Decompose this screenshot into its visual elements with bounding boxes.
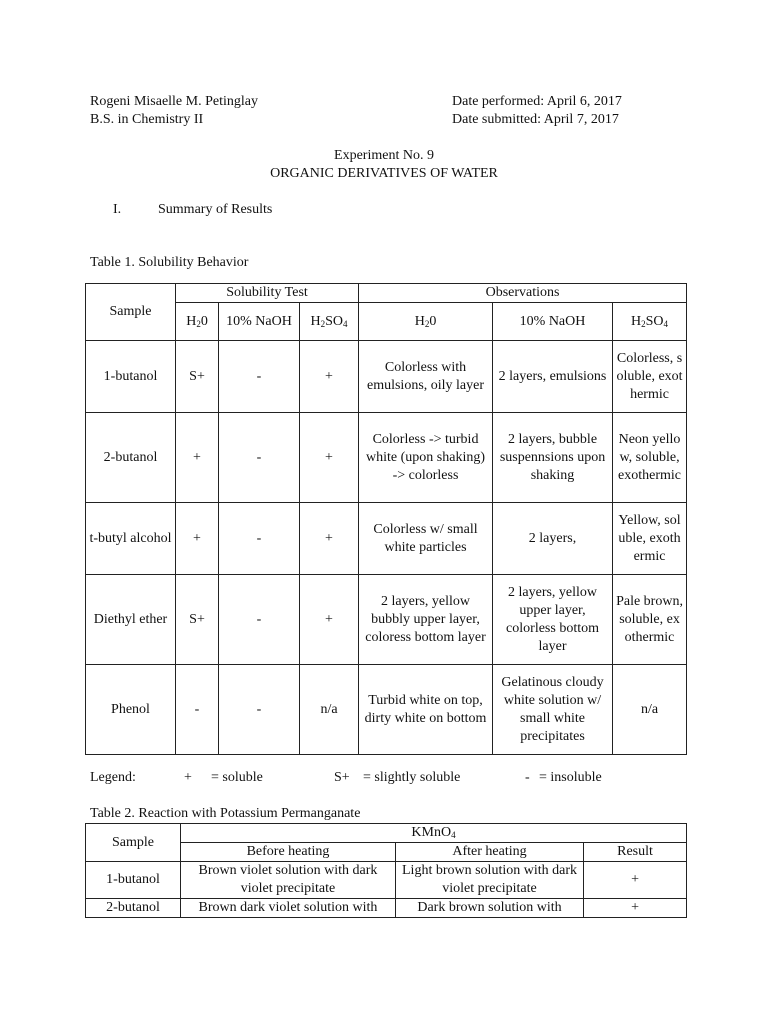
- table-row: [86, 341, 687, 413]
- author-name: Rogeni Misaelle M. Petinglay: [90, 94, 258, 109]
- table-row: [86, 899, 687, 918]
- obs-naoh-cell: 2 layers, bubble suspennsions upon shaking: [493, 413, 613, 503]
- h2so4-cell: n/a: [300, 665, 359, 755]
- sample-cell: t-butyl alcohol: [86, 503, 176, 575]
- obs-h2o-cell: Colorless -> turbid white (upon shaking) -> colorless: [359, 413, 493, 503]
- obs-naoh-cell: Gelatinous cloudy white solution w/ small white precipitates: [493, 665, 613, 755]
- legend-minus-text: = insoluble: [539, 770, 602, 785]
- obs-h2so4-cell: n/a: [613, 665, 687, 755]
- naoh-cell: -: [219, 341, 300, 413]
- h2so4-cell: +: [300, 413, 359, 503]
- table1-obs-col-h2o: $H_20$: [359, 303, 493, 341]
- section-numeral: I.: [113, 202, 122, 217]
- table2-sample-header: Sample: [86, 824, 181, 862]
- obs-h2o-cell: Colorless with emulsions, oily layer: [359, 341, 493, 413]
- table1-solubility-header: Solubility Test: [176, 284, 359, 303]
- table1-col-h2so4: $H_2SO_4$: [300, 303, 359, 341]
- legend-splus-symbol: S+: [334, 770, 350, 785]
- table2-col-result: Result: [584, 843, 687, 862]
- section-title: Summary of Results: [158, 202, 273, 217]
- obs-h2so4-cell: Neon yellow, soluble, exothermic: [613, 413, 687, 503]
- table2-col-after: After heating: [396, 843, 584, 862]
- table-row: [86, 575, 687, 665]
- table-row: [86, 665, 687, 755]
- table-row: [86, 413, 687, 503]
- h2o-cell: +: [176, 503, 219, 575]
- program-name: B.S. in Chemistry II: [90, 112, 204, 127]
- table1-col-naoh: 10% NaOH: [219, 303, 300, 341]
- table2-col-before: Before heating: [181, 843, 396, 862]
- after-cell: Light brown solution with dark violet precipitate: [396, 862, 584, 899]
- obs-h2so4-cell: Colorless, soluble, exothermic: [613, 341, 687, 413]
- obs-naoh-cell: 2 layers, yellow upper layer, colorless bottom layer: [493, 575, 613, 665]
- solubility-table: [85, 283, 687, 755]
- obs-naoh-cell: 2 layers,: [493, 503, 613, 575]
- experiment-number: Experiment No. 9: [334, 148, 434, 163]
- naoh-cell: -: [219, 575, 300, 665]
- naoh-cell: -: [219, 665, 300, 755]
- h2o-cell: S+: [176, 341, 219, 413]
- sample-cell: 2-butanol: [86, 413, 176, 503]
- result-cell: +: [584, 862, 687, 899]
- table2-caption: Table 2. Reaction with Potassium Permanganate: [90, 806, 361, 821]
- h2o-cell: S+: [176, 575, 219, 665]
- legend-label: Legend:: [90, 770, 136, 785]
- naoh-cell: -: [219, 503, 300, 575]
- obs-h2so4-cell: Pale brown, soluble, exothermic: [613, 575, 687, 665]
- obs-h2o-cell: Colorless w/ small white particles: [359, 503, 493, 575]
- table1-sample-header: Sample: [86, 284, 176, 341]
- table1-obs-col-h2so4: $H_2SO_4$: [613, 303, 687, 341]
- before-cell: Brown dark violet solution with: [181, 899, 396, 918]
- result-cell: +: [584, 899, 687, 918]
- obs-naoh-cell: 2 layers, emulsions: [493, 341, 613, 413]
- h2so4-cell: +: [300, 575, 359, 665]
- table1-observations-header: Observations: [359, 284, 687, 303]
- obs-h2o-cell: 2 layers, yellow bubbly upper layer, coloress bottom layer: [359, 575, 493, 665]
- legend: [0, 769, 768, 787]
- table2-kmno4-header: KMnO$_4$: [181, 824, 687, 843]
- h2o-cell: -: [176, 665, 219, 755]
- h2so4-cell: +: [300, 503, 359, 575]
- legend-plus-symbol: +: [184, 770, 192, 785]
- h2o-cell: +: [176, 413, 219, 503]
- sample-cell: Diethyl ether: [86, 575, 176, 665]
- after-cell: Dark brown solution with: [396, 899, 584, 918]
- table1-col-h2o: $H_20$: [176, 303, 219, 341]
- legend-plus-text: = soluble: [211, 770, 263, 785]
- h2so4-cell: +: [300, 341, 359, 413]
- permanganate-table: [85, 823, 687, 918]
- sample-cell: 1-butanol: [86, 341, 176, 413]
- table-row: [86, 503, 687, 575]
- legend-minus-symbol: -: [525, 770, 530, 785]
- sample-cell: 1-butanol: [86, 862, 181, 899]
- before-cell: Brown violet solution with dark violet precipitate: [181, 862, 396, 899]
- sample-cell: 2-butanol: [86, 899, 181, 918]
- table1-caption: Table 1. Solubility Behavior: [90, 255, 249, 270]
- naoh-cell: -: [219, 413, 300, 503]
- obs-h2so4-cell: Yellow, soluble, exothermic: [613, 503, 687, 575]
- legend-splus-text: = slightly soluble: [363, 770, 461, 785]
- date-performed: Date performed: April 6, 2017: [452, 94, 622, 109]
- sample-cell: Phenol: [86, 665, 176, 755]
- experiment-title: ORGANIC DERIVATIVES OF WATER: [270, 166, 498, 181]
- obs-h2o-cell: Turbid white on top, dirty white on bottom: [359, 665, 493, 755]
- date-submitted: Date submitted: April 7, 2017: [452, 112, 619, 127]
- table1-obs-col-naoh: 10% NaOH: [493, 303, 613, 341]
- table-row: [86, 862, 687, 899]
